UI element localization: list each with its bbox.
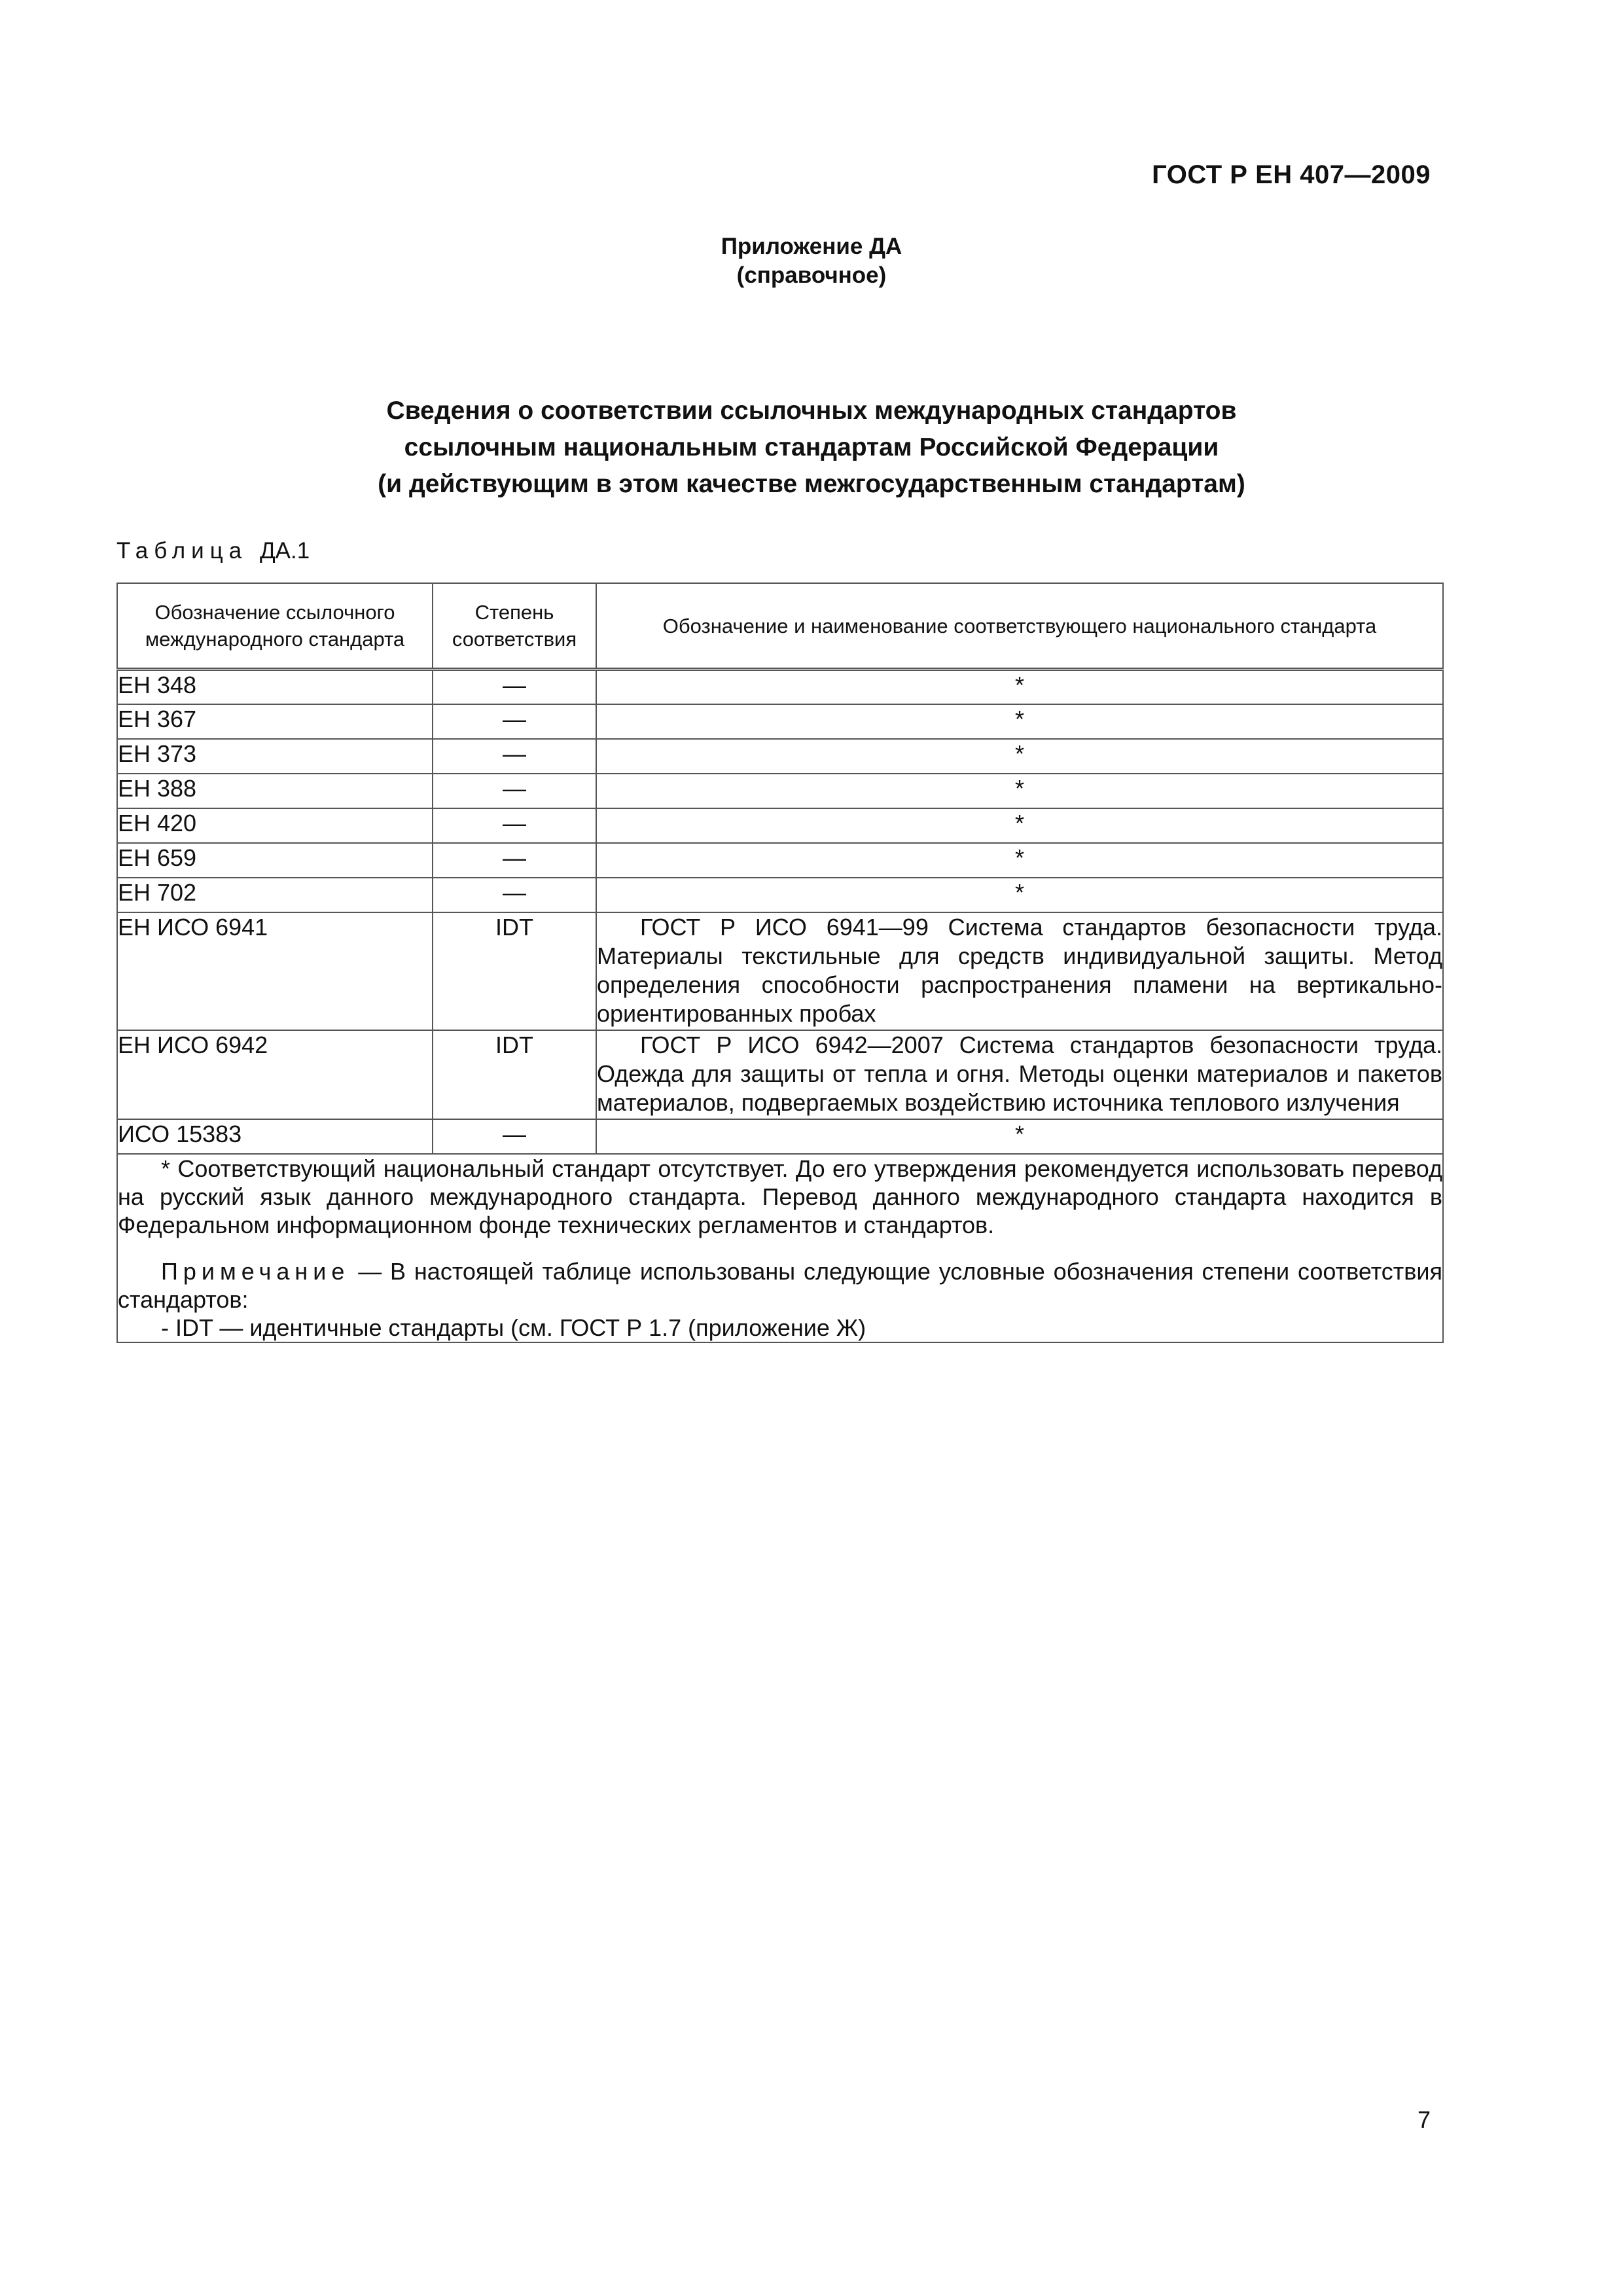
table-row — [117, 670, 1443, 704]
table-row — [117, 774, 1443, 808]
note-label: Примечание — [161, 1257, 350, 1285]
row-national-standard — [596, 1030, 1443, 1119]
page-number: 7 — [1417, 2106, 1431, 2133]
annex-title — [0, 393, 1623, 503]
row-degree: IDT — [433, 912, 596, 1030]
row-degree: — — [433, 878, 596, 912]
table-header-row — [117, 583, 1443, 670]
row-code: ЕН 702 — [117, 878, 433, 912]
column-header-national-standard: Обозначение и наименование соответствующего национального стандарта — [596, 583, 1443, 670]
row-degree: — — [433, 670, 596, 704]
table-row — [117, 1119, 1443, 1154]
column-header-international-code: Обозначение ссылочного международного стандарта — [117, 583, 433, 670]
annex-title-line-1: Сведения о соответствии ссылочных международных стандартов — [386, 397, 1237, 425]
row-national-standard: * — [596, 843, 1443, 878]
row-degree: — — [433, 704, 596, 739]
row-code: ЕН 388 — [117, 774, 433, 808]
annex-label: Приложение ДА — [721, 234, 902, 259]
note-item: - IDT — идентичные стандарты (см. ГОСТ Р 1.7 (приложение Ж) — [161, 1314, 866, 1341]
annex-title-line-3: (и действующим в этом качестве межгосударственным стандартам) — [378, 470, 1245, 498]
row-national-standard: * — [596, 774, 1443, 808]
table-caption — [116, 538, 310, 564]
footnote-text: * Соответствующий национальный стандарт отсутствует. До его утверждения рекомендуется использовать перевод на русский язык данного международного стандарта. Перевод данного международного стандарта находится в Федеральном информационном фонде технических регламентов и стандартов. — [118, 1155, 1442, 1238]
row-degree: — — [433, 1119, 596, 1154]
table-footnotes — [117, 1154, 1443, 1342]
row-code: ИСО 15383 — [117, 1119, 433, 1154]
annex-title-line-2: ссылочным национальным стандартам Российской Федерации — [404, 433, 1219, 461]
row-code: ЕН 348 — [117, 670, 433, 704]
table-footer-row — [117, 1154, 1443, 1342]
row-national-standard: * — [596, 1119, 1443, 1154]
row-degree: IDT — [433, 1030, 596, 1119]
row-code: ЕН 420 — [117, 808, 433, 843]
table-row — [117, 912, 1443, 1030]
row-degree: — — [433, 774, 596, 808]
annex-type: (справочное) — [736, 262, 887, 288]
row-code: ЕН 367 — [117, 704, 433, 739]
table-row — [117, 808, 1443, 843]
row-code: ЕН 373 — [117, 739, 433, 774]
note-text: — В настоящей таблице использованы следующие условные обозначения степени соответствия стандартов: — [118, 1257, 1442, 1313]
row-national-standard: * — [596, 670, 1443, 704]
table-caption-number: ДА.1 — [259, 538, 310, 564]
table-row — [117, 704, 1443, 739]
annex-heading — [0, 232, 1623, 290]
table-row — [117, 1030, 1443, 1119]
row-degree: — — [433, 808, 596, 843]
document-code: ГОСТ Р ЕН 407—2009 — [1152, 160, 1431, 189]
row-national-standard: * — [596, 704, 1443, 739]
row-national-standard-text: ГОСТ Р ИСО 6942—2007 Система стандартов безопасности труда. Одежда для защиты от тепла и огня. Методы оценки материалов и пакетов материалов, подвергаемых воздействию источника теплового излучения — [597, 1031, 1442, 1116]
table-caption-word: Таблица — [116, 538, 248, 564]
note-paragraph — [118, 1257, 1442, 1314]
row-code: ЕН ИСО 6942 — [117, 1030, 433, 1119]
row-national-standard: * — [596, 739, 1443, 774]
row-national-standard — [596, 912, 1443, 1030]
row-national-standard-text: ГОСТ Р ИСО 6941—99 Система стандартов безопасности труда. Материалы текстильные для средств индивидуальной защиты. Метод определения способности распространения пламени на вертикально-ориентированных пробах — [597, 913, 1442, 1027]
row-code: ЕН 659 — [117, 843, 433, 878]
row-national-standard: * — [596, 808, 1443, 843]
row-national-standard: * — [596, 878, 1443, 912]
row-degree: — — [433, 739, 596, 774]
standards-table — [116, 583, 1444, 1343]
table-row — [117, 739, 1443, 774]
table-row — [117, 878, 1443, 912]
row-degree: — — [433, 843, 596, 878]
row-code: ЕН ИСО 6941 — [117, 912, 433, 1030]
footnote-paragraph — [118, 1155, 1442, 1239]
column-header-degree: Степень соответствия — [433, 583, 596, 670]
table-row — [117, 843, 1443, 878]
